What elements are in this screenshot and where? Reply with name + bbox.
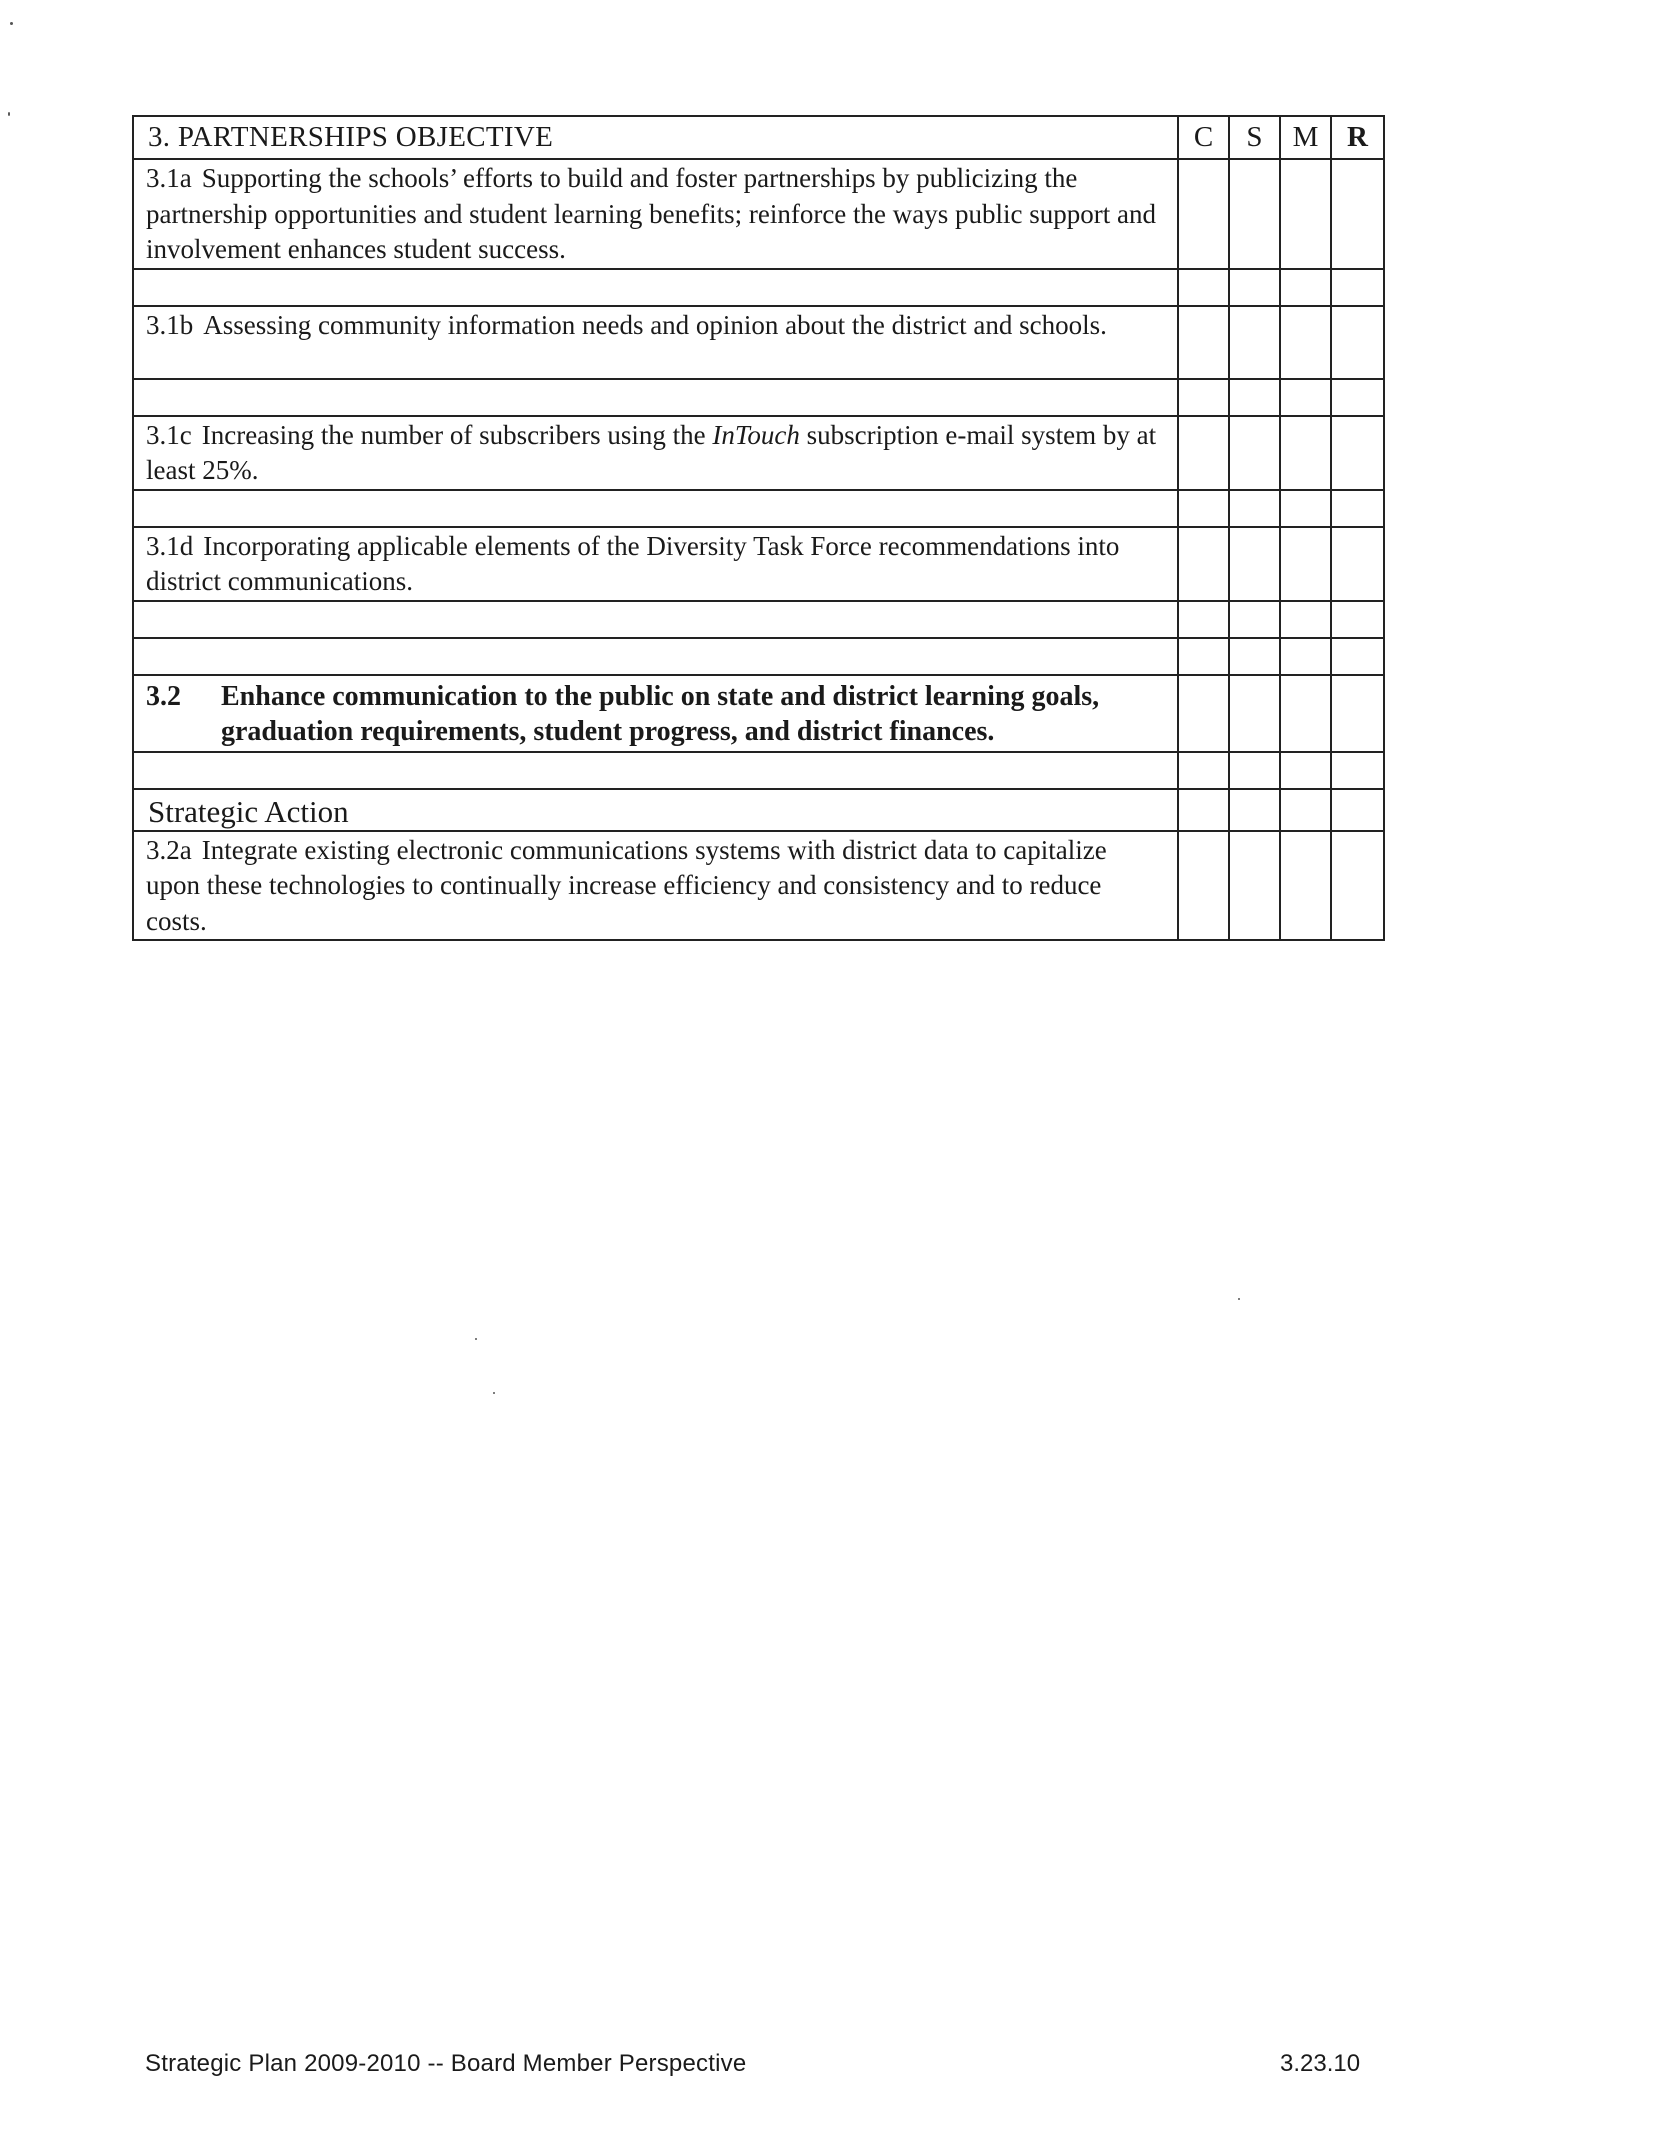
rating-cell-r[interactable] [1331,416,1384,490]
item-text-before: Increasing the number of subscribers using the [201,419,713,450]
rating-cell-c[interactable] [1178,527,1229,601]
rating-cell-c[interactable] [1178,675,1229,752]
item-3-2a [133,831,1178,941]
rating-cell-r[interactable] [1331,527,1384,601]
rating-cell-s[interactable] [1229,831,1280,941]
goal-text: Enhance communication to the public on state and district learning goals, graduation requirements, student progress, and district finances. [221,680,1100,747]
table-row [133,306,1384,379]
scan-speck [8,112,10,116]
intouch-product-name: InTouch [712,419,800,450]
table-row [133,416,1384,490]
scan-speck [10,22,13,25]
item-text-after: subscription e-mail system by at least 25%. [146,419,1157,485]
item-3-1c [133,416,1178,490]
item-code: 3.1a [146,163,192,193]
spacer-row [133,601,1384,638]
item-3-1d [133,527,1178,601]
rating-cell-c[interactable] [1178,306,1229,379]
rating-cell-s[interactable] [1229,675,1280,752]
goal-3-2 [133,675,1178,752]
rating-cell-c[interactable] [1178,416,1229,490]
strategic-action-heading: Strategic Action [133,789,1178,831]
column-header-c: C [1178,116,1229,159]
table-row [133,831,1384,941]
footer-date: 3.23.10 [1280,2050,1361,2077]
item-text: Supporting the schools’ efforts to build and foster partnerships by publicizing the partnership opportunities and student learning benefits; reinforce the ways public support and involvement enhances student success. [146,163,1156,264]
rating-cell-s[interactable] [1229,159,1280,269]
section-title: 3. PARTNERSHIPS OBJECTIVE [133,116,1178,159]
rating-cell-m[interactable] [1280,306,1331,379]
rating-cell-s[interactable] [1229,306,1280,379]
rating-cell-r[interactable] [1331,159,1384,269]
table-row [133,159,1384,269]
rating-cell-m[interactable] [1280,527,1331,601]
scan-speck [1238,1298,1240,1300]
table-row [133,527,1384,601]
item-text: Assessing community information needs and opinion about the district and schools. [203,309,1107,340]
item-3-1a [133,159,1178,269]
item-text: Incorporating applicable elements of the Diversity Task Force recommendations into district communications. [146,530,1120,596]
rating-cell-m[interactable] [1280,159,1331,269]
partnerships-objective-table [132,115,1385,941]
item-code: 3.1c [146,419,192,450]
strategic-action-row [133,789,1384,831]
rating-cell-m[interactable] [1280,675,1331,752]
rating-cell-c[interactable] [1178,159,1229,269]
rating-cell-r[interactable] [1331,675,1384,752]
item-text: Integrate existing electronic communications systems with district data to capitalize upon these technologies to continually increase efficiency and consistency and to reduce costs. [146,834,1107,936]
spacer-row [133,752,1384,789]
scan-speck [493,1392,495,1394]
rating-cell-m[interactable] [1280,416,1331,490]
scan-speck [475,1338,477,1340]
item-3-1b [133,306,1178,379]
item-code: 3.2a [146,834,192,865]
spacer-row [133,638,1384,675]
spacer-row [133,379,1384,416]
rating-cell-c[interactable] [1178,831,1229,941]
rating-cell-r[interactable] [1331,831,1384,941]
rating-cell-s[interactable] [1229,527,1280,601]
goal-code: 3.2 [146,680,181,712]
goal-row [133,675,1384,752]
rating-cell-m[interactable] [1280,831,1331,941]
item-code: 3.1d [146,530,194,561]
table-header-row [133,116,1384,159]
column-header-r: R [1331,116,1384,159]
column-header-m: M [1280,116,1331,159]
column-header-s: S [1229,116,1280,159]
spacer-row [133,490,1384,527]
item-code: 3.1b [146,309,194,340]
rating-cell-r[interactable] [1331,306,1384,379]
footer-document-title: Strategic Plan 2009-2010 -- Board Member Perspective [145,2050,747,2077]
spacer-row [133,269,1384,306]
rating-cell-s[interactable] [1229,416,1280,490]
